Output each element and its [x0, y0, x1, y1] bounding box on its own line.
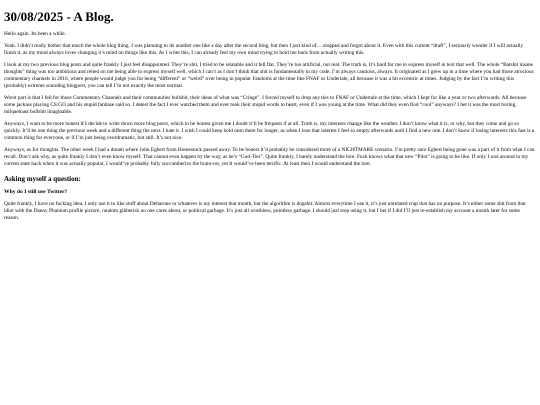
body-paragraph: Anyways, I want to be more honest if I decide to write down more blog posts, which to be honest given me I doubt it’ll be frequent if at all. Truth is, my interests change like the weather. I don’t know what it is, or why, but they come and go so quickly. It’ll be one thing the previous week and a different thing the next. I hate it. I wish I could keep hold onto them for longer, as when I lose that interest I feel so empty afterwards until I find a new one. I don’t know if losing interests this fast is a common thing for everyone, or if I’m just being overdramatic, but still. It’s not nice. [4, 120, 535, 141]
intro-paragraph: Hello again. Its been a while. [4, 30, 66, 37]
body-paragraph: I look at my two previous blog posts and quite frankly I just feel disappointed. They’re shit, I tried to be relatable and it fell flat. They’re too artificial, not real. The truth is, It’s hard for me to express myself in text that well. The whole “Batshit insane thoughts” thing was too ambitious and relied on me being able to express myself well, which I can’t as I don’t think that shit is fundamentally in my code. I’m always cautious, always. It originated as I grew up in a time where you had those atrocious commentary channels in 2016, where people would judge you for being “different” or “weird” over being in popular Fandoms at the time like FNAF or Undertale, all because it was a bit eccentric at times. Judging by the fact I’m writing this (probably) extreme sounding blogpost, you can tell I’m not exactly the most normal. [4, 61, 534, 89]
section-heading: Asking myself a question: [4, 174, 81, 183]
closing-paragraph: Quite frankly, I have no fucking idea. I only use it to like stuff about Deltarune or whatever is my interest that month, but the algorithm is dogshit. Almost everytime I use it, it’s just unrelated crap that has no purpose. It’s either some shit from that idiot with the Danny Phantom profile picture, random gibberish no one cares about, or political garbage. It’s just all worthless, pointless garbage. I should just stop using it, but I bet if I did I’ll just re-establish my account a month later for some reason. [4, 200, 526, 221]
body-paragraph: Worst part is that I fell for those Commentary Channels and their communities bullshit, their ideas of what was “Cringe”. I forced myself to drop any ties to FNAF or Undertale at the time, which I kept for like a year or two afterwards. All because some jackass playing CS:GO and his stupid fanbase said so. I detest the fact I ever watched them and ever took their stupid words to heart, even if I was young at the time. What did they even find “cool” anyways? I bet it was the most boring, milquetoast bullshit imaginable. [4, 94, 527, 115]
body-paragraph: Anyways, as for thoughts. The other week I had a dream where John Egbert from Homestuck passed away. To be honest it’d probably be considered more of a NIGHTMARE scenario. I’m pretty sure Egbert being gone was a part of it from what I can recall. Don’t ask why, as quite frankly I don’t even know myself. That cannot even happen by the way, as he’s “God-Tier”. Quite frankly, I barely understand the lore. Fuck knows what that new “Pilot” is going to be like. If only I was around in my current state back when it was actually popular, I would’ve probably fully succumbed to the brain-rot, yet It would’ve been terrific. At least then I would understand the lore. [4, 146, 535, 167]
post-title: 30/08/2025 - A Blog. [4, 9, 114, 24]
section-subheading: Why do I still use Twitter? [4, 189, 68, 196]
body-paragraph: Yeah. I didn’t really bother that much the whole blog thing. I was planning to do another one like a day after the second blog, but then I just kind of….stopped and forgot about it. Even with this current “draft”, I seriously wonder if I will actually finish it, as my mind always loves changing it’s mind on things like this. As I write this, I can already feel my own mind trying to hold me back from actually writing this. [4, 42, 524, 56]
